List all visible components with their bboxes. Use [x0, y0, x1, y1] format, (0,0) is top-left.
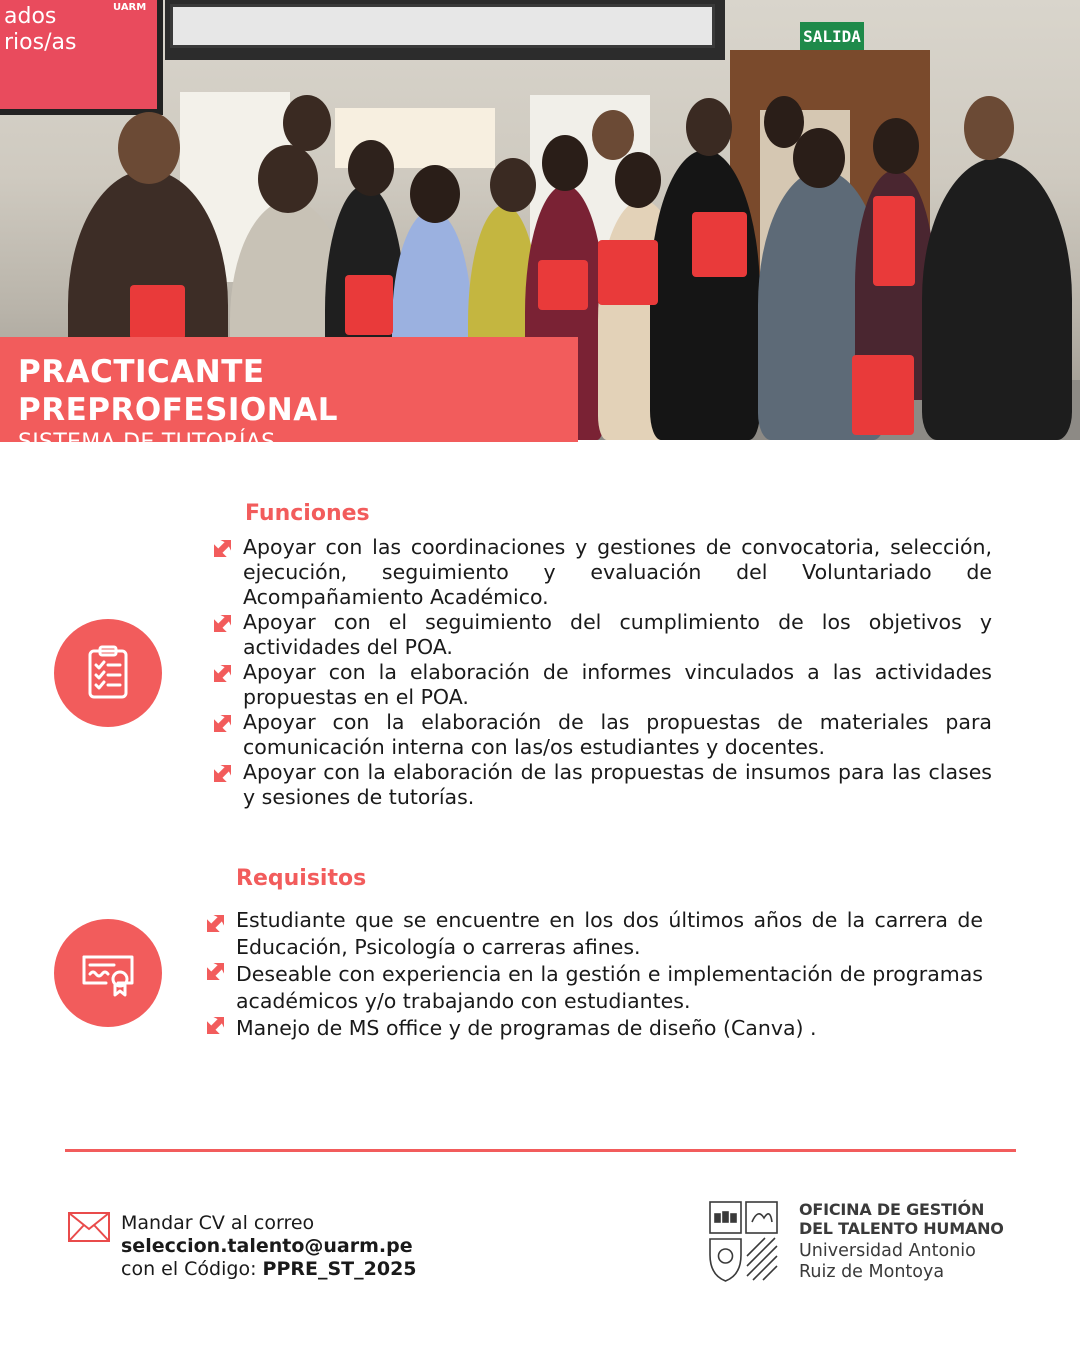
photo-red-bag [873, 196, 915, 286]
photo-person-head [592, 110, 634, 160]
office-name-line2: DEL TALENTO HUMANO [799, 1219, 1004, 1238]
photo-person [650, 150, 760, 440]
photo-red-bag [130, 285, 185, 340]
photo-exit-sign: SALIDA [800, 22, 864, 52]
photo-person-head [410, 165, 460, 223]
arrow-icon [214, 615, 231, 632]
requisitos-title: Requisitos [236, 866, 367, 891]
photo-window [170, 4, 715, 48]
funcion-text: Apoyar con la elaboración de las propuestas de insumos para las clases y sesiones de tutorías. [243, 760, 992, 809]
photo-person-head [118, 112, 180, 184]
arrow-icon [207, 915, 224, 932]
university-crest-logo [709, 1200, 779, 1282]
photo-screen-logo: UARM [113, 2, 147, 13]
list-item [214, 660, 992, 710]
footer-divider [65, 1149, 1016, 1152]
requisito-text: Deseable con experiencia en la gestión e implementación de programas académicos y/o trabajando con estudiantes. [236, 962, 983, 1013]
title-banner [0, 337, 578, 455]
list-item [214, 710, 992, 760]
funciones-list [214, 535, 992, 810]
list-item [207, 961, 983, 1015]
job-title: PRACTICANTE PREPROFESIONAL [18, 354, 338, 428]
photo-person-head [490, 158, 536, 212]
photo-person-head [615, 152, 661, 208]
list-item [214, 535, 992, 610]
arrow-icon [214, 665, 231, 682]
photo-person-head [258, 145, 318, 213]
funcion-text: Apoyar con las coordinaciones y gestiones de convocatoria, selección, ejecución, seguimiento y evaluación del Voluntariado de Acompañamiento Académico. [243, 535, 992, 609]
list-item [207, 1015, 983, 1042]
funcion-text: Apoyar con la elaboración de informes vinculados a las actividades propuestas en el POA. [243, 660, 992, 709]
certificate-icon [54, 919, 162, 1027]
requisito-text: Estudiante que se encuentre en los dos últimos años de la carrera de Educación, Psicología o carreras afines. [236, 908, 983, 959]
photo-red-bag [538, 260, 588, 310]
photo-person-head [283, 95, 331, 151]
photo-person-head [542, 135, 588, 191]
photo-screen-text-1: ados [4, 4, 57, 29]
arrow-icon [214, 765, 231, 782]
clipboard-checklist-icon [54, 619, 162, 727]
list-item [214, 760, 992, 810]
arrow-icon [214, 540, 231, 557]
list-item [214, 610, 992, 660]
envelope-icon [68, 1212, 110, 1242]
photo-person-head [348, 140, 394, 196]
contact-line: Mandar CV al correo [121, 1212, 315, 1234]
office-name-line1: OFICINA DE GESTIÓN [799, 1200, 985, 1219]
photo-projection-screen [0, 0, 163, 115]
photo-red-bag [345, 275, 393, 335]
funcion-text: Apoyar con la elaboración de las propuestas de materiales para comunicación interna con las/os estudiantes y docentes. [243, 710, 992, 759]
photo-person-head [686, 98, 732, 156]
list-item [207, 907, 983, 961]
funciones-title: Funciones [245, 501, 370, 526]
contact-code: PPRE_ST_2025 [262, 1258, 417, 1280]
requisitos-list [207, 907, 983, 1042]
arrow-icon [207, 963, 224, 980]
funcion-text: Apoyar con el seguimiento del cumplimiento de los objetivos y actividades del POA. [243, 610, 992, 659]
photo-person-head [793, 128, 845, 188]
photo-red-bag [598, 240, 658, 305]
contact-code-line: con el Código: PPRE_ST_2025 [121, 1258, 417, 1280]
contact-info [121, 1212, 417, 1281]
photo-person [922, 158, 1072, 440]
arrow-icon [207, 1017, 224, 1034]
contact-email[interactable]: seleccion.talento@uarm.pe [121, 1235, 413, 1257]
arrow-icon [214, 715, 231, 732]
photo-person-head [873, 118, 919, 174]
requisito-text: Manejo de MS office y de programas de diseño (Canva) . [236, 1016, 817, 1040]
job-subtitle: SISTEMA DE TUTORÍAS [18, 430, 276, 455]
office-logo-text [799, 1200, 1004, 1283]
university-name-line2: Ruiz de Montoya [799, 1262, 945, 1282]
photo-red-bag [692, 212, 747, 277]
photo-screen-text-2: rios/as [4, 30, 77, 55]
university-name-line1: Universidad Antonio [799, 1241, 976, 1261]
photo-person-head [964, 96, 1014, 160]
photo-red-bag [852, 355, 914, 435]
